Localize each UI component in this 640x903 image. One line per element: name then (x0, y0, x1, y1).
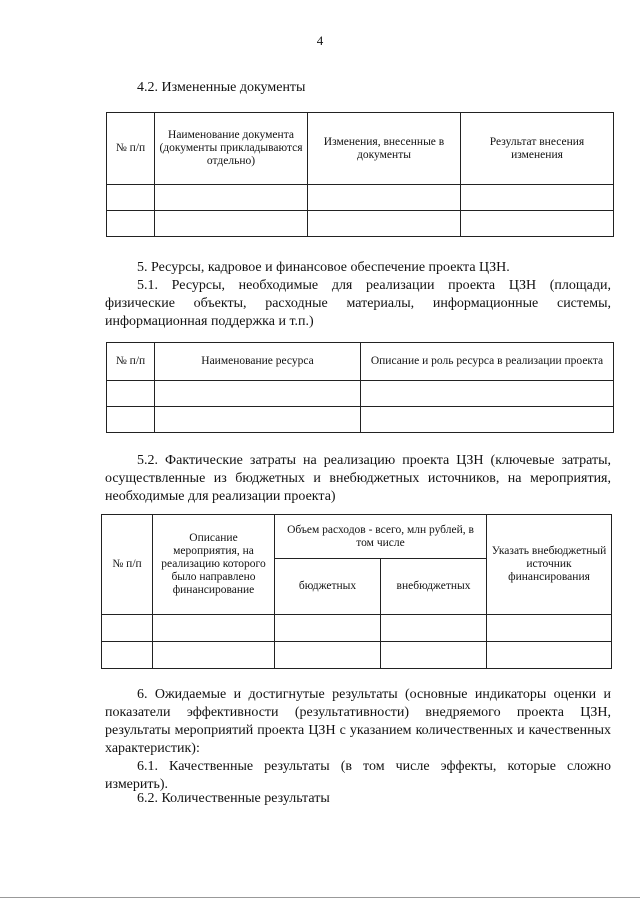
table-cell (107, 381, 155, 407)
col-header-document-name: Наименование документа (документы прикладываются отдельно) (155, 113, 308, 185)
col-header-extra-budget: внебюджетных (381, 559, 487, 615)
table-row (107, 407, 614, 433)
col-header-num: № п/п (107, 113, 155, 185)
table-cell (107, 185, 155, 211)
table-cell (361, 381, 614, 407)
paragraph-6-1: 6.1. Качественные результаты (в том числе эффекты, которые сложно измерить). (105, 759, 611, 792)
table-cell (155, 407, 361, 433)
table-cell (155, 381, 361, 407)
table-header-row (107, 343, 614, 381)
col-header-resource-name: Наименование ресурса (155, 343, 361, 381)
table-cell (487, 642, 612, 669)
table-header-row (102, 515, 612, 559)
table-cell (381, 615, 487, 642)
table-changed-documents (106, 112, 614, 237)
table-cell (153, 615, 275, 642)
table-cell (107, 211, 155, 237)
table-cell (153, 642, 275, 669)
table-cell (461, 211, 614, 237)
paragraph-5-2: 5.2. Фактические затраты на реализацию проекта ЦЗН (ключевые затраты, осуществленные из бюджетных и внебюджетных источников, на мероприятия, необходимые для реализации проекта) (105, 453, 611, 504)
col-header-activity-description: Описание мероприятия, на реализацию которого было направлено финансирование (153, 515, 275, 615)
col-header-expense-volume: Объем расходов - всего, млн рублей, в том числе (275, 515, 487, 559)
table-cell (275, 642, 381, 669)
table-cell (155, 185, 308, 211)
page-bottom-edge (0, 897, 640, 898)
table-cell (102, 615, 153, 642)
col-header-resource-description: Описание и роль ресурса в реализации проекта (361, 343, 614, 381)
col-header-changes: Изменения, внесенные в документы (308, 113, 461, 185)
page-number: 4 (316, 33, 324, 48)
table-header-row (107, 113, 614, 185)
table-row (102, 615, 612, 642)
table-cell (275, 615, 381, 642)
table-cell (308, 185, 461, 211)
paragraph-6: 6. Ожидаемые и достигнутые результаты (основные индикаторы оценки и показатели эффективности (результативности) внедряемого проекта ЦЗН, результаты мероприятий проекта ЦЗН с указанием количественных и качественных характеристик): (105, 687, 611, 756)
table-cell (107, 407, 155, 433)
table-row (107, 211, 614, 237)
table-row (107, 381, 614, 407)
table-cell (487, 615, 612, 642)
col-header-result: Результат внесения изменения (461, 113, 614, 185)
table-row (107, 185, 614, 211)
col-header-budget: бюджетных (275, 559, 381, 615)
col-header-funding-source: Указать внебюджетный источник финансирования (487, 515, 612, 615)
col-header-num: № п/п (102, 515, 153, 615)
table-cell (461, 185, 614, 211)
col-header-num: № п/п (107, 343, 155, 381)
paragraph-6-2: 6.2. Количественные результаты (137, 791, 330, 806)
table-cell (308, 211, 461, 237)
table-cell (361, 407, 614, 433)
heading-4-2: 4.2. Измененные документы (137, 80, 306, 95)
heading-5: 5. Ресурсы, кадровое и финансовое обеспечение проекта ЦЗН. (137, 260, 510, 275)
table-cell (381, 642, 487, 669)
table-resources (106, 342, 614, 433)
table-cell (102, 642, 153, 669)
table-cell (155, 211, 308, 237)
paragraph-5-1: 5.1. Ресурсы, необходимые для реализации проекта ЦЗН (площади, физические объекты, расходные материалы, информационные системы, информационная поддержка и т.п.) (105, 278, 611, 329)
table-row (102, 642, 612, 669)
table-actual-costs (101, 514, 612, 669)
